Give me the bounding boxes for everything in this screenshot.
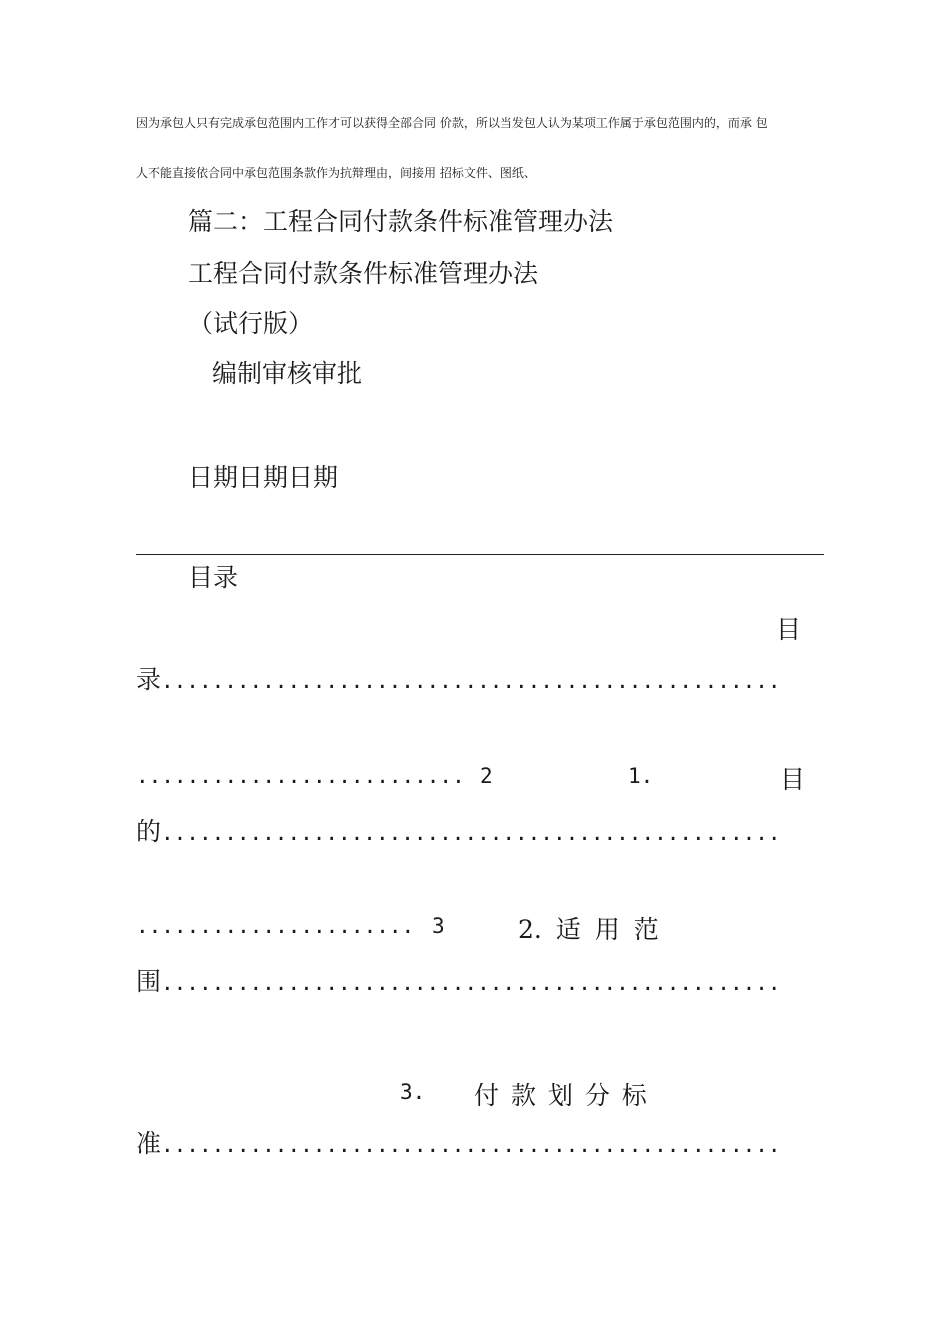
document-title: 工程合同付款条件标准管理办法 xyxy=(188,259,539,288)
toc-num-1: 1. xyxy=(628,764,654,788)
toc-entry-2: 2. 适 用 范 xyxy=(518,915,659,944)
toc-entry-2-char2: 围 xyxy=(136,967,162,996)
roles-line: 编制审核审批 xyxy=(212,359,363,388)
toc-dots-6: ................................................. xyxy=(161,1133,781,1157)
toc-entry-toc-row xyxy=(136,660,781,696)
toc-dots-3: ................................................. xyxy=(161,821,781,845)
toc-entry-toc-char1: 目 xyxy=(776,615,802,644)
toc-dots-4: ...................... xyxy=(136,914,415,938)
toc-entry-toc-char2: 录 xyxy=(136,665,162,694)
toc-page-1: 3 xyxy=(432,914,445,938)
toc-page-toc: 2 xyxy=(480,764,493,788)
toc-entry-1-row xyxy=(136,812,781,848)
toc-entry-3-char2: 准 xyxy=(136,1129,162,1158)
toc-entry-1-char2: 的 xyxy=(136,817,162,846)
chapter-heading: 篇二：工程合同付款条件标准管理办法 xyxy=(188,207,614,236)
dates-line: 日期日期日期 xyxy=(188,463,339,492)
toc-entry-3: 付 款 划 分 标 xyxy=(474,1081,647,1110)
toc-entry-3-row xyxy=(136,1124,781,1160)
toc-heading: 目录 xyxy=(188,563,239,592)
version-label: （试行版） xyxy=(188,309,314,338)
toc-dots-2: .......................... xyxy=(136,764,465,788)
toc-entry-1-char1: 目 xyxy=(780,765,806,794)
intro-line-2: 人不能直接依合同中承包范围条款作为抗辩理由，间接用 招标文件、图纸、 xyxy=(136,166,536,180)
toc-dots-1: ................................................. xyxy=(161,669,781,693)
intro-line-1: 因为承包人只有完成承包范围内工作才可以获得全部合同 价款，所以当发包人认为某项工作属于承包范围内的，而承 包 xyxy=(136,116,768,130)
toc-entry-2-row xyxy=(136,962,781,998)
horizontal-rule xyxy=(136,554,824,555)
toc-num-3: 3. xyxy=(400,1080,426,1104)
toc-dots-5: ................................................. xyxy=(161,971,781,995)
